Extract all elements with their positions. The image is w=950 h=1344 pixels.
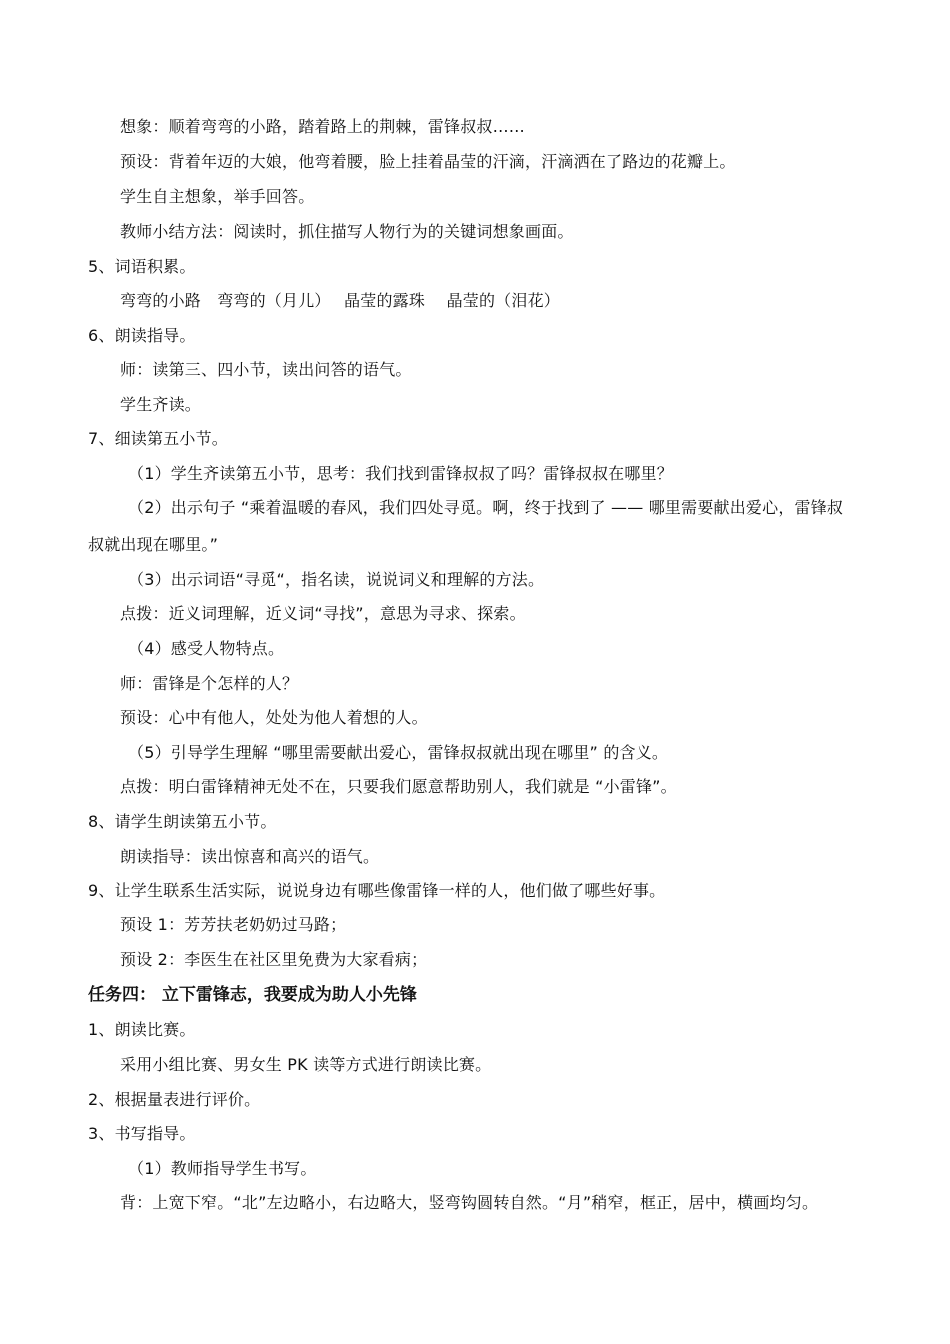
substep-3: （3）出示词语“寻觅“，指名读，说说词义和理解的方法。 (128, 570, 545, 589)
paragraph-student-imagine: 学生自主想象，举手回答。 (120, 187, 315, 206)
paragraph-preset-example-2: 预设 2：李医生在社区里免费为大家看病； (120, 950, 428, 969)
paragraph-teacher-summary: 教师小结方法：阅读时，抓住描写人物行为的关键词想象画面。 (120, 222, 574, 241)
step-5-heading: 5、词语积累。 (88, 257, 196, 276)
paragraph-word-accumulation: 弯弯的小路 弯弯的（月儿） 晶莹的露珠 晶莹的（泪花） (120, 291, 560, 310)
step-7-heading: 7、细读第五小节。 (88, 429, 228, 448)
step-8-heading: 8、请学生朗读第五小节。 (88, 812, 277, 831)
substep-4: （4）感受人物特点。 (128, 639, 285, 658)
paragraph-competition: 采用小组比赛、男女生 PK 读等方式进行朗读比赛。 (120, 1055, 492, 1074)
paragraph-preset-1: 预设：背着年迈的大娘，他弯着腰，脸上挂着晶莹的汗滴，汗滴洒在了路边的花瓣上。 (120, 152, 736, 171)
task4-step-1-heading: 1、朗读比赛。 (88, 1020, 196, 1039)
paragraph-imagine: 想象：顺着弯弯的小路，踏着路上的荆棘，雷锋叔叔…… (120, 117, 526, 136)
paragraph-teacher-question: 师：雷锋是个怎样的人？ (120, 674, 299, 693)
paragraph-teacher-read: 师：读第三、四小节，读出问答的语气。 (120, 360, 412, 379)
task4-substep-1: （1）教师指导学生书写。 (128, 1159, 317, 1178)
substep-2: （2）出示句子 “乘着温暖的春风，我们四处寻觅。啊，终于找到了 —— 哪里需要献出爱心，雷锋叔 (128, 498, 844, 517)
substep-1: （1）学生齐读第五小节，思考：我们找到雷锋叔叔了吗？雷锋叔叔在哪里？ (128, 464, 673, 483)
paragraph-preset-example-1: 预设 1：芳芳扶老奶奶过马路； (120, 915, 347, 934)
substep-5: （5）引导学生理解 “哪里需要献出爱心，雷锋叔叔就出现在哪里” 的含义。 (128, 743, 669, 762)
step-9-heading: 9、让学生联系生活实际，说说身边有哪些像雷锋一样的人，他们做了哪些好事。 (88, 881, 666, 900)
paragraph-hint-1: 点拨：近义词理解，近义词“寻找”，意思为寻求、探索。 (120, 604, 526, 623)
paragraph-hint-2: 点拨：明白雷锋精神无处不在，只要我们愿意帮助别人，我们就是 “小雷锋”。 (120, 777, 677, 796)
task4-step-2-heading: 2、根据量表进行评价。 (88, 1090, 261, 1109)
paragraph-preset-2: 预设：心中有他人，处处为他人着想的人。 (120, 708, 428, 727)
task-4-heading: 任务四： 立下雷锋志，我要成为助人小先锋 (88, 985, 417, 1005)
paragraph-students-read: 学生齐读。 (120, 395, 202, 414)
substep-2-continued: 叔就出现在哪里。” (88, 535, 219, 554)
paragraph-writing-guide: 背：上宽下窄。“北”左边略小，右边略大，竖弯钩圆转自然。“月”稍窄，框正，居中，横画均匀。 (120, 1193, 819, 1212)
step-6-heading: 6、朗读指导。 (88, 326, 196, 345)
task4-step-3-heading: 3、书写指导。 (88, 1124, 196, 1143)
paragraph-reading-guide: 朗读指导：读出惊喜和高兴的语气。 (120, 847, 380, 866)
